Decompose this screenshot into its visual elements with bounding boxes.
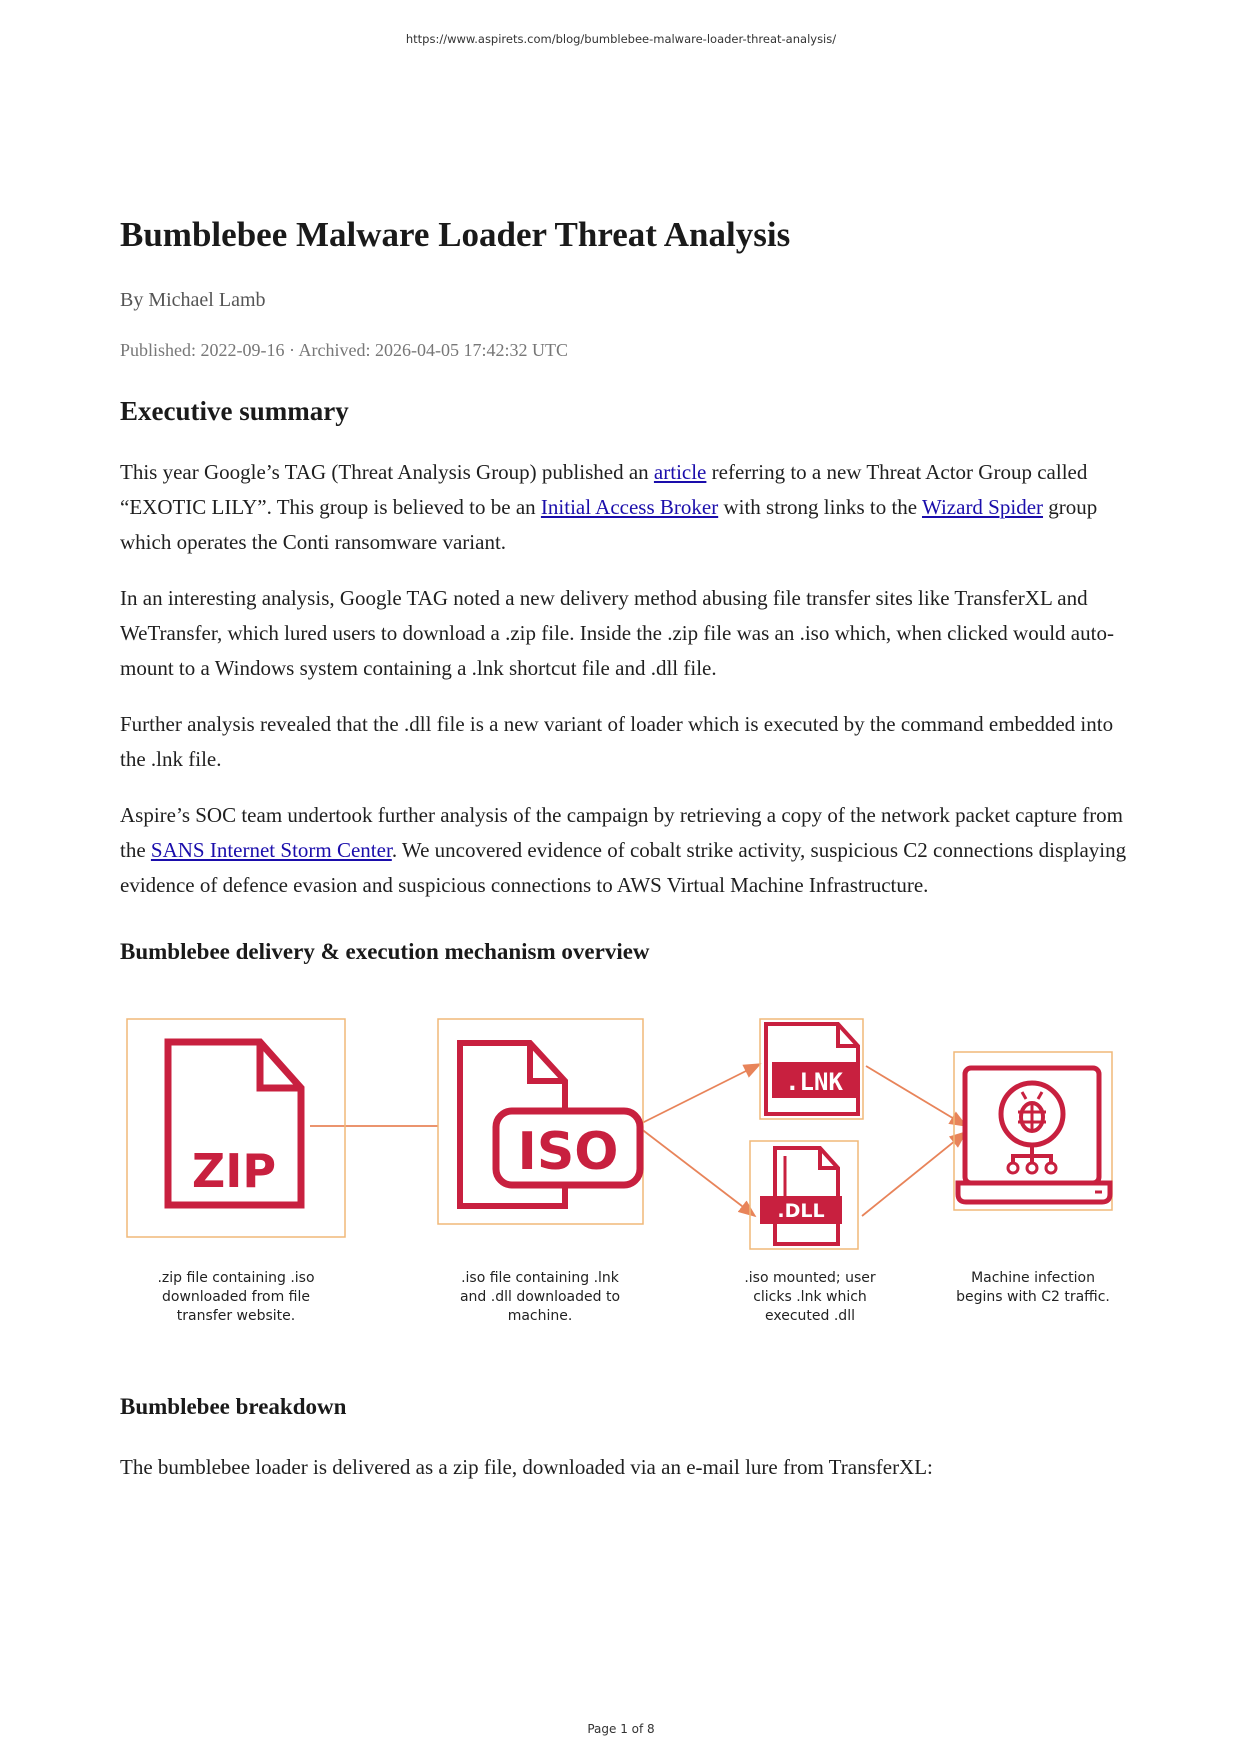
- dll-file-icon: [750, 1141, 858, 1249]
- delivery-diagram: [120, 1016, 1130, 1346]
- article-title: Bumblebee Malware Loader Threat Analysis: [120, 215, 791, 254]
- wizard-spider-link[interactable]: Wizard Spider: [921, 495, 1044, 519]
- caption-machine: [933, 1269, 1133, 1307]
- caption-line: .iso file containing .lnk: [461, 1270, 619, 1286]
- caption-zip: [136, 1269, 336, 1326]
- paragraph-intro: [120, 455, 1130, 560]
- paragraph-loader-analysis: Further analysis revealed that the .dll file is a new variant of loader which is executed by the command embedded into the .lnk file.: [120, 712, 1114, 771]
- paragraph-text: This year Google’s TAG (Threat Analysis Group) published an: [120, 460, 654, 484]
- paragraph-text: referring to a new Threat Actor Group called “EXOTIC LILY”. This group is believed to be an: [120, 460, 1088, 519]
- caption-iso: [440, 1269, 640, 1326]
- caption-line: and .dll downloaded to: [459, 1289, 621, 1305]
- paragraph-text: with strong links to the: [718, 495, 922, 519]
- page-url-header: https://www.aspirets.com/blog/bumblebee-malware-loader-threat-analysis/: [405, 32, 837, 46]
- caption-line: executed .dll: [765, 1308, 855, 1324]
- initial-access-broker-link[interactable]: Initial Access Broker: [540, 495, 719, 519]
- infected-laptop-icon: [954, 1052, 1112, 1210]
- caption-line: clicks .lnk which: [753, 1289, 867, 1305]
- caption-line: .zip file containing .iso: [157, 1270, 315, 1286]
- arrow-iso-to-lnk: [640, 1064, 760, 1124]
- caption-line: transfer website.: [176, 1308, 296, 1324]
- article-author: By Michael Lamb: [120, 289, 266, 311]
- sans-isc-link[interactable]: SANS Internet Storm Center: [150, 838, 392, 862]
- arrow-dll-to-machine: [862, 1132, 966, 1216]
- zip-file-icon: [127, 1019, 345, 1237]
- paragraph-delivery-method: In an interesting analysis, Google TAG noted a new delivery method abusing file transfer sites like TransferXL and WeTransfer, which lured users to download a .zip file. Inside the .zip file was an .iso which, when clicked would auto-mount to a Windows system containing a .lnk shortcut file and .dll file.: [120, 586, 1114, 680]
- paragraph-text: Aspire’s SOC team undertook further analysis of the campaign by retrieving a copy of the network packet capture from the: [120, 803, 1124, 862]
- page-number: Page 1 of 8: [587, 1722, 655, 1736]
- section-heading-delivery-overview: Bumblebee delivery & execution mechanism overview: [120, 939, 650, 964]
- paragraph-text: . We uncovered evidence of cobalt strike activity, suspicious C2 connections displaying evidence of defence evasion and suspicious connections to AWS Virtual Machine Infrastructure.: [120, 838, 1127, 897]
- caption-mounted: [710, 1269, 910, 1326]
- zip-label: ZIP: [191, 1144, 277, 1198]
- caption-line: .iso mounted; user: [744, 1270, 876, 1286]
- arrow-lnk-to-machine: [866, 1066, 966, 1126]
- caption-line: Machine infection: [971, 1270, 1095, 1286]
- paragraph-breakdown: The bumblebee loader is delivered as a zip file, downloaded via an e-mail lure from TransferXL:: [120, 1455, 933, 1479]
- article-link[interactable]: article: [653, 460, 707, 484]
- caption-line: downloaded from file: [162, 1289, 310, 1305]
- article-published-date: Published: 2022-09-16 · Archived: 2026-04-05 17:42:32 UTC: [120, 340, 568, 360]
- arrow-iso-to-dll: [640, 1128, 755, 1216]
- paragraph-soc-analysis: [120, 798, 1130, 903]
- caption-line: machine.: [507, 1308, 573, 1324]
- caption-line: begins with C2 traffic.: [956, 1289, 1110, 1305]
- paragraph-text: group which operates the Conti ransomware variant.: [120, 495, 1098, 554]
- dll-label: .DLL: [777, 1200, 825, 1222]
- lnk-file-icon: [760, 1019, 863, 1119]
- lnk-label: .LNK: [785, 1068, 843, 1096]
- section-heading-breakdown: Bumblebee breakdown: [120, 1394, 347, 1419]
- iso-label: ISO: [517, 1122, 619, 1182]
- section-heading-executive-summary: Executive summary: [120, 396, 349, 426]
- iso-file-icon: [438, 1019, 643, 1224]
